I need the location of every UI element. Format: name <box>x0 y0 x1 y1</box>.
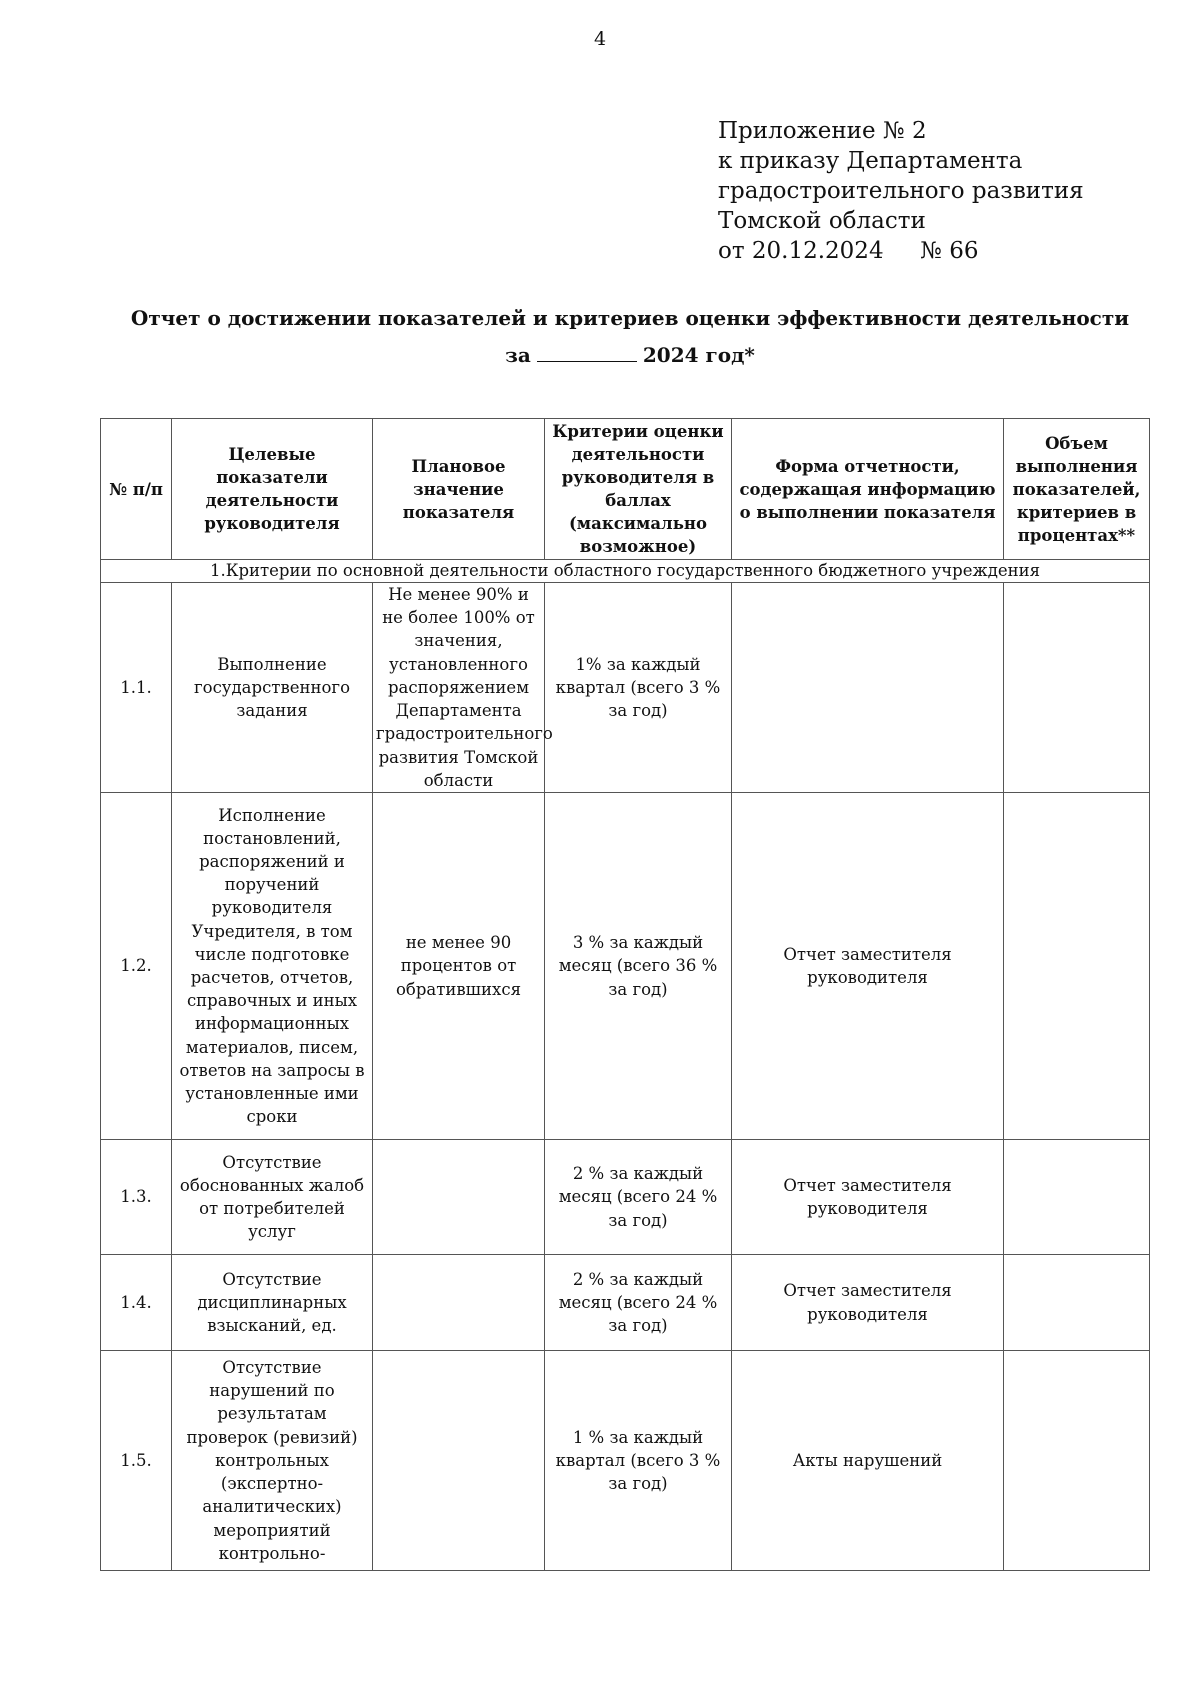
table-row <box>101 793 1150 1140</box>
table-row <box>101 1255 1150 1351</box>
row-indicator: Отсутствие обоснованных жалоб от потребителей услуг <box>172 1140 373 1255</box>
header-criteria: Критерии оценки деятельности руководителя в баллах (максимально возможное) <box>545 419 732 560</box>
row-indicator: Отсутствие дисциплинарных взысканий, ед. <box>172 1255 373 1351</box>
row-report-form: Отчет заместителя руководителя <box>732 1140 1004 1255</box>
section-title: 1.Критерии по основной деятельности областного государственного бюджетного учреждения <box>101 560 1150 583</box>
row-plan <box>373 1140 545 1255</box>
row-number: 1.5. <box>101 1351 172 1571</box>
header-number: № п/п <box>101 419 172 560</box>
row-plan <box>373 1255 545 1351</box>
row-volume <box>1004 583 1150 793</box>
page-number: 4 <box>593 28 607 50</box>
row-number: 1.1. <box>101 583 172 793</box>
row-number: 1.4. <box>101 1255 172 1351</box>
row-report-form: Отчет заместителя руководителя <box>732 1255 1004 1351</box>
table-row <box>101 1140 1150 1255</box>
period-blank-line <box>537 343 637 362</box>
row-volume <box>1004 1140 1150 1255</box>
subtitle-suffix: 2024 год* <box>642 343 755 367</box>
row-report-form: Акты нарушений <box>732 1351 1004 1571</box>
report-table <box>100 418 1150 1571</box>
row-indicator: Отсутствие нарушений по результатам проверок (ревизий) контрольных (экспертно-аналитических) мероприятий контрольно- <box>172 1351 373 1571</box>
row-criteria: 1% за каждый квартал (всего 3 % за год) <box>545 583 732 793</box>
header-indicator: Целевые показатели деятельности руководителя <box>172 419 373 560</box>
table-header-row <box>101 419 1150 560</box>
row-volume <box>1004 1255 1150 1351</box>
report-subtitle <box>0 343 1200 367</box>
appendix-line-3: градостроительного развития <box>718 178 1084 204</box>
row-volume <box>1004 793 1150 1140</box>
row-plan: Не менее 90% и не более 100% от значения, установленного распоряжением Департамента градостроительного развития Томской области <box>373 583 545 793</box>
row-plan <box>373 1351 545 1571</box>
row-report-form <box>732 583 1004 793</box>
row-indicator: Выполнение государственного задания <box>172 583 373 793</box>
appendix-line-2: к приказу Департамента <box>718 148 1023 174</box>
table-row <box>101 1351 1150 1571</box>
header-report-form: Форма отчетности, содержащая информацию о выполнении показателя <box>732 419 1004 560</box>
appendix-line-4: Томской области <box>718 208 926 234</box>
row-criteria: 3 % за каждый месяц (всего 36 % за год) <box>545 793 732 1140</box>
appendix-header <box>718 116 1084 266</box>
row-criteria: 2 % за каждый месяц (всего 24 % за год) <box>545 1140 732 1255</box>
section-row <box>101 560 1150 583</box>
row-criteria: 2 % за каждый месяц (всего 24 % за год) <box>545 1255 732 1351</box>
row-plan: не менее 90 процентов от обратившихся <box>373 793 545 1140</box>
subtitle-prefix: за <box>505 343 531 367</box>
header-volume: Объем выполнения показателей, критериев в процентах** <box>1004 419 1150 560</box>
row-volume <box>1004 1351 1150 1571</box>
row-indicator: Исполнение постановлений, распоряжений и поручений руководителя Учредителя, в том числе подготовке расчетов, отчетов, справочных и иных информационных материалов, писем, ответов на запросы в установленные ими сроки <box>172 793 373 1140</box>
appendix-line-5: от 20.12.2024 № 66 <box>718 238 979 264</box>
header-plan: Плановое значение показателя <box>373 419 545 560</box>
row-number: 1.2. <box>101 793 172 1140</box>
row-number: 1.3. <box>101 1140 172 1255</box>
report-title: Отчет о достижении показателей и критериев оценки эффективности деятельности <box>130 306 1130 330</box>
row-criteria: 1 % за каждый квартал (всего 3 % за год) <box>545 1351 732 1571</box>
appendix-line-1: Приложение № 2 <box>718 118 927 144</box>
row-report-form: Отчет заместителя руководителя <box>732 793 1004 1140</box>
table-row <box>101 583 1150 793</box>
